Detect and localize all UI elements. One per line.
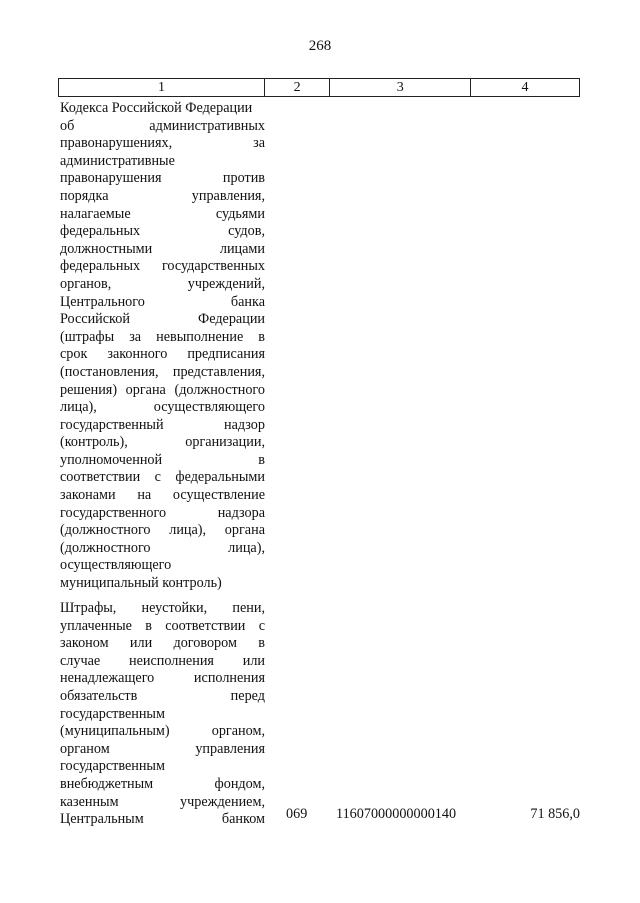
- amount-value: 71 856,0: [530, 806, 580, 822]
- column-header-4: 4: [471, 79, 580, 97]
- text-line: правонарушения против: [60, 170, 265, 187]
- text-line: органом управления: [60, 740, 265, 757]
- column-header-3: 3: [330, 79, 471, 97]
- text-line: (постановления, представления,: [60, 363, 265, 380]
- text-line: ненадлежащего исполнения: [60, 670, 265, 687]
- text-line: должностными лицами: [60, 240, 265, 257]
- text-line: срок законного предписания: [60, 346, 265, 363]
- text-line: правонарушениях, за: [60, 135, 265, 152]
- text-line: Центральным банком: [60, 811, 265, 828]
- text-line: (контроль), организации,: [60, 434, 265, 451]
- text-line: (штрафы за невыполнение в: [60, 328, 265, 345]
- text-line: налагаемые судьями: [60, 205, 265, 222]
- text-line: решения) органа (должностного: [60, 381, 265, 398]
- text-line: законом или договором в: [60, 635, 265, 652]
- text-line: лица), осуществляющего: [60, 399, 265, 416]
- text-line: Штрафы, неустойки, пени,: [60, 600, 265, 616]
- text-line: (должностного лица), органа: [60, 522, 265, 539]
- text-line: (должностного лица),: [60, 539, 265, 556]
- text-line: соответствии с федеральными: [60, 469, 265, 486]
- text-line: уполномоченной в: [60, 451, 265, 468]
- text-line: государственным: [60, 705, 165, 722]
- column-header-1: 1: [59, 79, 265, 97]
- text-line: Кодекса Российской Федерации: [60, 100, 253, 116]
- text-line: муниципальный контроль): [60, 575, 222, 592]
- text-line: об административных: [60, 117, 265, 134]
- text-line: государственного надзора: [60, 504, 265, 521]
- text-line: казенным учреждением,: [60, 793, 265, 810]
- text-line: порядка управления,: [60, 187, 265, 204]
- budget-classification-code: 11607000000000140: [336, 806, 457, 822]
- table-header: [58, 78, 580, 97]
- text-line: административные: [60, 152, 175, 169]
- description-continued: [60, 100, 265, 593]
- text-line: внебюджетным фондом,: [60, 775, 265, 792]
- text-line: (муниципальным) органом,: [60, 723, 265, 740]
- text-line: государственным: [60, 758, 165, 775]
- text-line: государственный надзор: [60, 416, 265, 433]
- text-line: органов, учреждений,: [60, 275, 265, 292]
- column-header-2: 2: [264, 79, 329, 97]
- text-line: законами на осуществление: [60, 487, 265, 504]
- text-line: федеральных судов,: [60, 223, 265, 240]
- text-line: обязательств перед: [60, 687, 265, 704]
- page-number: 268: [308, 38, 332, 54]
- text-line: уплаченные в соответствии с: [60, 617, 265, 634]
- text-line: случае неисполнения или: [60, 652, 265, 669]
- text-line: Российской Федерации: [60, 311, 265, 328]
- text-line: осуществляющего: [60, 557, 172, 574]
- description-fines-penalties: [60, 600, 265, 829]
- admin-code: 069: [286, 806, 308, 822]
- text-line: федеральных государственных: [60, 258, 265, 275]
- text-line: Центрального банка: [60, 293, 265, 310]
